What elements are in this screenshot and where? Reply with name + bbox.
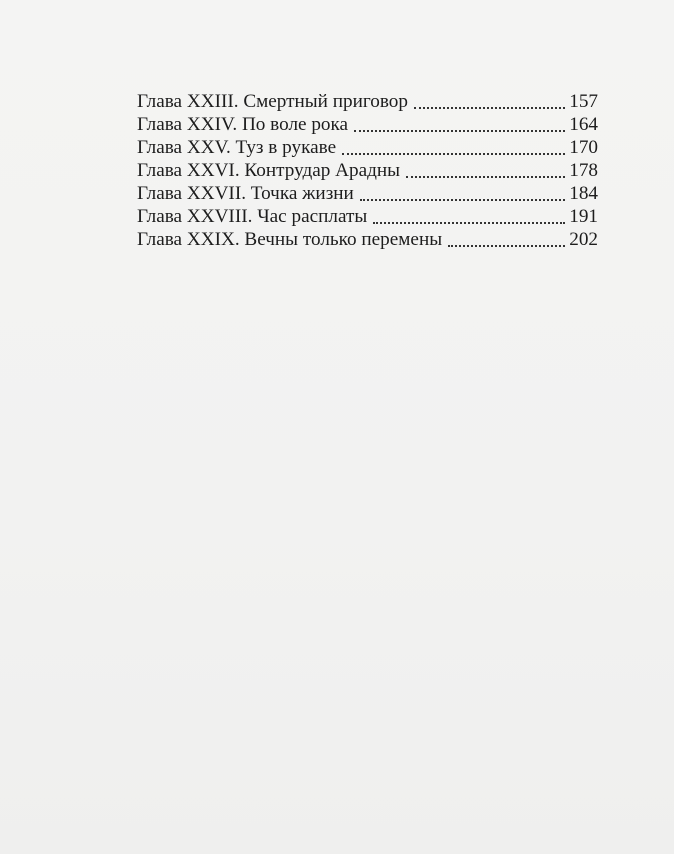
toc-leader-dots	[354, 130, 565, 132]
toc-entry-title: Глава XXV. Туз в рукаве	[137, 137, 337, 158]
toc-entry-page: 170	[569, 137, 598, 158]
toc-entry	[137, 159, 598, 182]
toc-entry	[137, 182, 598, 205]
toc-leader-dots	[414, 107, 565, 109]
toc-leader-dots	[373, 222, 565, 224]
toc-entry	[137, 113, 598, 136]
toc-entry	[137, 136, 598, 159]
toc-entry-page: 191	[569, 206, 598, 227]
toc-entry-title: Глава XXVIII. Час расплаты	[137, 206, 368, 227]
toc-entry-page: 202	[569, 229, 598, 250]
toc-leader-dots	[360, 199, 565, 201]
toc-leader-dots	[406, 176, 565, 178]
toc-entry-page: 164	[569, 114, 598, 135]
toc-entry-title: Глава XXIX. Вечны только перемены	[137, 229, 443, 250]
table-of-contents	[137, 90, 598, 251]
toc-entry	[137, 90, 598, 113]
toc-entry-page: 184	[569, 183, 598, 204]
toc-entry-title: Глава XXVII. Точка жизни	[137, 183, 354, 204]
toc-leader-dots	[448, 245, 565, 247]
toc-entry-title: Глава XXIV. По воле рока	[137, 114, 349, 135]
toc-leader-dots	[342, 153, 565, 155]
toc-entry-page: 178	[569, 160, 598, 181]
toc-entry-page: 157	[569, 91, 598, 112]
toc-entry	[137, 228, 598, 251]
toc-entry-title: Глава XXIII. Смертный приговор	[137, 91, 408, 112]
toc-entry-title: Глава XXVI. Контрудар Арадны	[137, 160, 401, 181]
toc-entry	[137, 205, 598, 228]
